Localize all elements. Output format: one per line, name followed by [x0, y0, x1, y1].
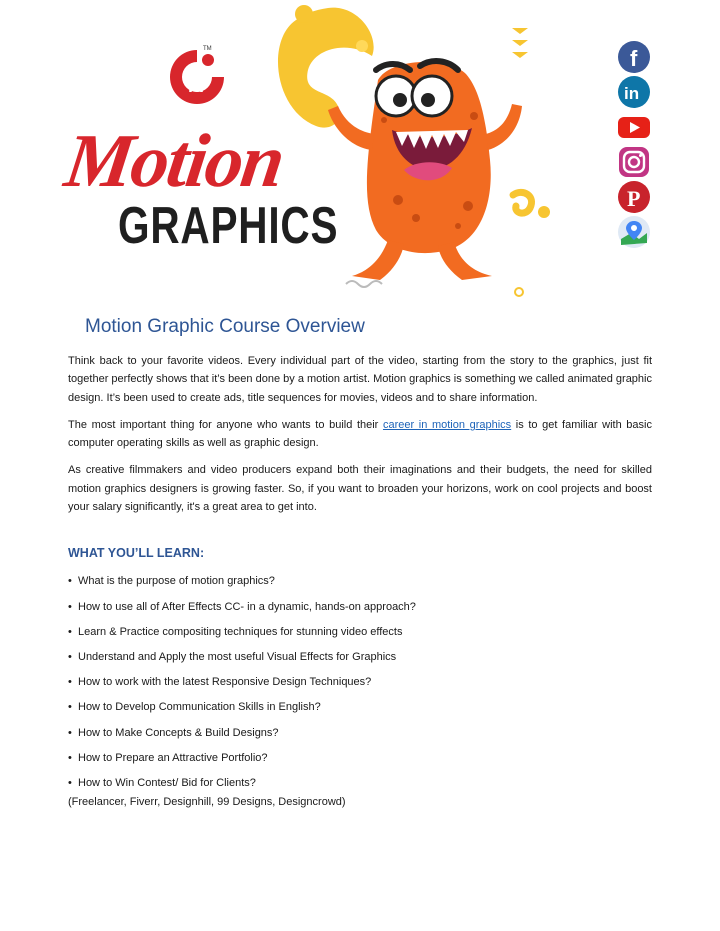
- svg-text:P: P: [627, 186, 641, 211]
- hero-banner: [0, 0, 720, 300]
- overview-heading: Motion Graphic Course Overview: [85, 316, 365, 337]
- list-item: [68, 648, 652, 673]
- bullet: •: [68, 676, 72, 689]
- platforms-footnote: (Freelancer, Fiverr, Designhill, 99 Designs, Designcrowd): [68, 796, 346, 809]
- overview-paragraph-3: As creative filmmakers and video producers expand both their imaginations and their budgets, the need for skilled motion graphics designers is growing faster. So, if you want to broaden your horizons, work on cool projects and boost your salary significantly, it's a great area to get into.: [68, 464, 652, 514]
- facebook-icon[interactable]: [617, 40, 651, 74]
- list-item-text: How to use all of After Effects CC- in a dynamic, hands-on approach?: [78, 600, 416, 613]
- list-item-text: Understand and Apply the most useful Visual Effects for Graphics: [78, 650, 397, 663]
- graphics-title-block: GRAPHICS: [118, 197, 339, 255]
- paragraph-2-text-end: is to get familiar with basic computer operating skills as well as graphic design.: [68, 418, 652, 450]
- trademark-label: TM: [203, 46, 212, 52]
- list-item-text: Learn & Practice compositing techniques for stunning video effects: [78, 625, 403, 638]
- bullet: •: [68, 575, 72, 588]
- motion-title-script: Motion: [60, 119, 289, 203]
- svg-text:in: in: [624, 84, 640, 103]
- list-item: [68, 623, 652, 648]
- bullet: •: [68, 600, 72, 613]
- learn-heading: WHAT YOU’LL LEARN:: [68, 546, 205, 561]
- bullet: •: [68, 776, 72, 789]
- bullet: •: [68, 650, 72, 663]
- list-item-text: How to work with the latest Responsive Design Techniques?: [78, 676, 372, 689]
- list-item: [68, 572, 652, 597]
- list-item: [68, 673, 652, 698]
- list-item: [68, 749, 652, 774]
- maps-icon[interactable]: [617, 215, 651, 249]
- list-item: [68, 698, 652, 723]
- bullet: •: [68, 625, 72, 638]
- list-item-text: How to Win Contest/ Bid for Clients?: [78, 776, 256, 789]
- list-item-text: How to Prepare an Attractive Portfolio?: [78, 751, 268, 764]
- linkedin-icon[interactable]: [617, 75, 651, 109]
- learn-list: [68, 572, 652, 799]
- social-links: [617, 40, 653, 250]
- paragraph-2-text-start: The most important thing for anyone who wants to build their: [68, 418, 383, 431]
- svg-text:f: f: [630, 46, 638, 71]
- list-item-text: What is the purpose of motion graphics?: [78, 575, 275, 588]
- bullet: •: [68, 726, 72, 739]
- main-content: [68, 316, 652, 811]
- list-item-text: How to Develop Communication Skills in English?: [78, 701, 321, 714]
- list-item-text: How to Make Concepts & Build Designs?: [78, 726, 279, 739]
- career-motion-graphics-link[interactable]: career in motion graphics: [382, 418, 512, 431]
- overview-paragraph-1: Think back to your favorite videos. Every individual part of the video, starting from the story to the graphics, just fit together perfectly shows that it’s been done by a motion artist. Motion graphics is something we called animated graphic design. It’s been used to create ads, title sequences for movies, videos and to share information.: [68, 355, 652, 404]
- list-item: [68, 598, 652, 623]
- pinterest-icon[interactable]: [617, 180, 651, 214]
- svg-text:iti: iti: [188, 76, 204, 96]
- youtube-icon[interactable]: [617, 110, 651, 144]
- iti-logo-icon: [168, 48, 226, 106]
- instagram-icon[interactable]: [617, 145, 651, 179]
- bullet: •: [68, 751, 72, 764]
- orange-monster-illustration: [268, 0, 568, 300]
- bullet: •: [68, 701, 72, 714]
- list-item: [68, 724, 652, 749]
- overview-paragraph-2: [68, 416, 652, 453]
